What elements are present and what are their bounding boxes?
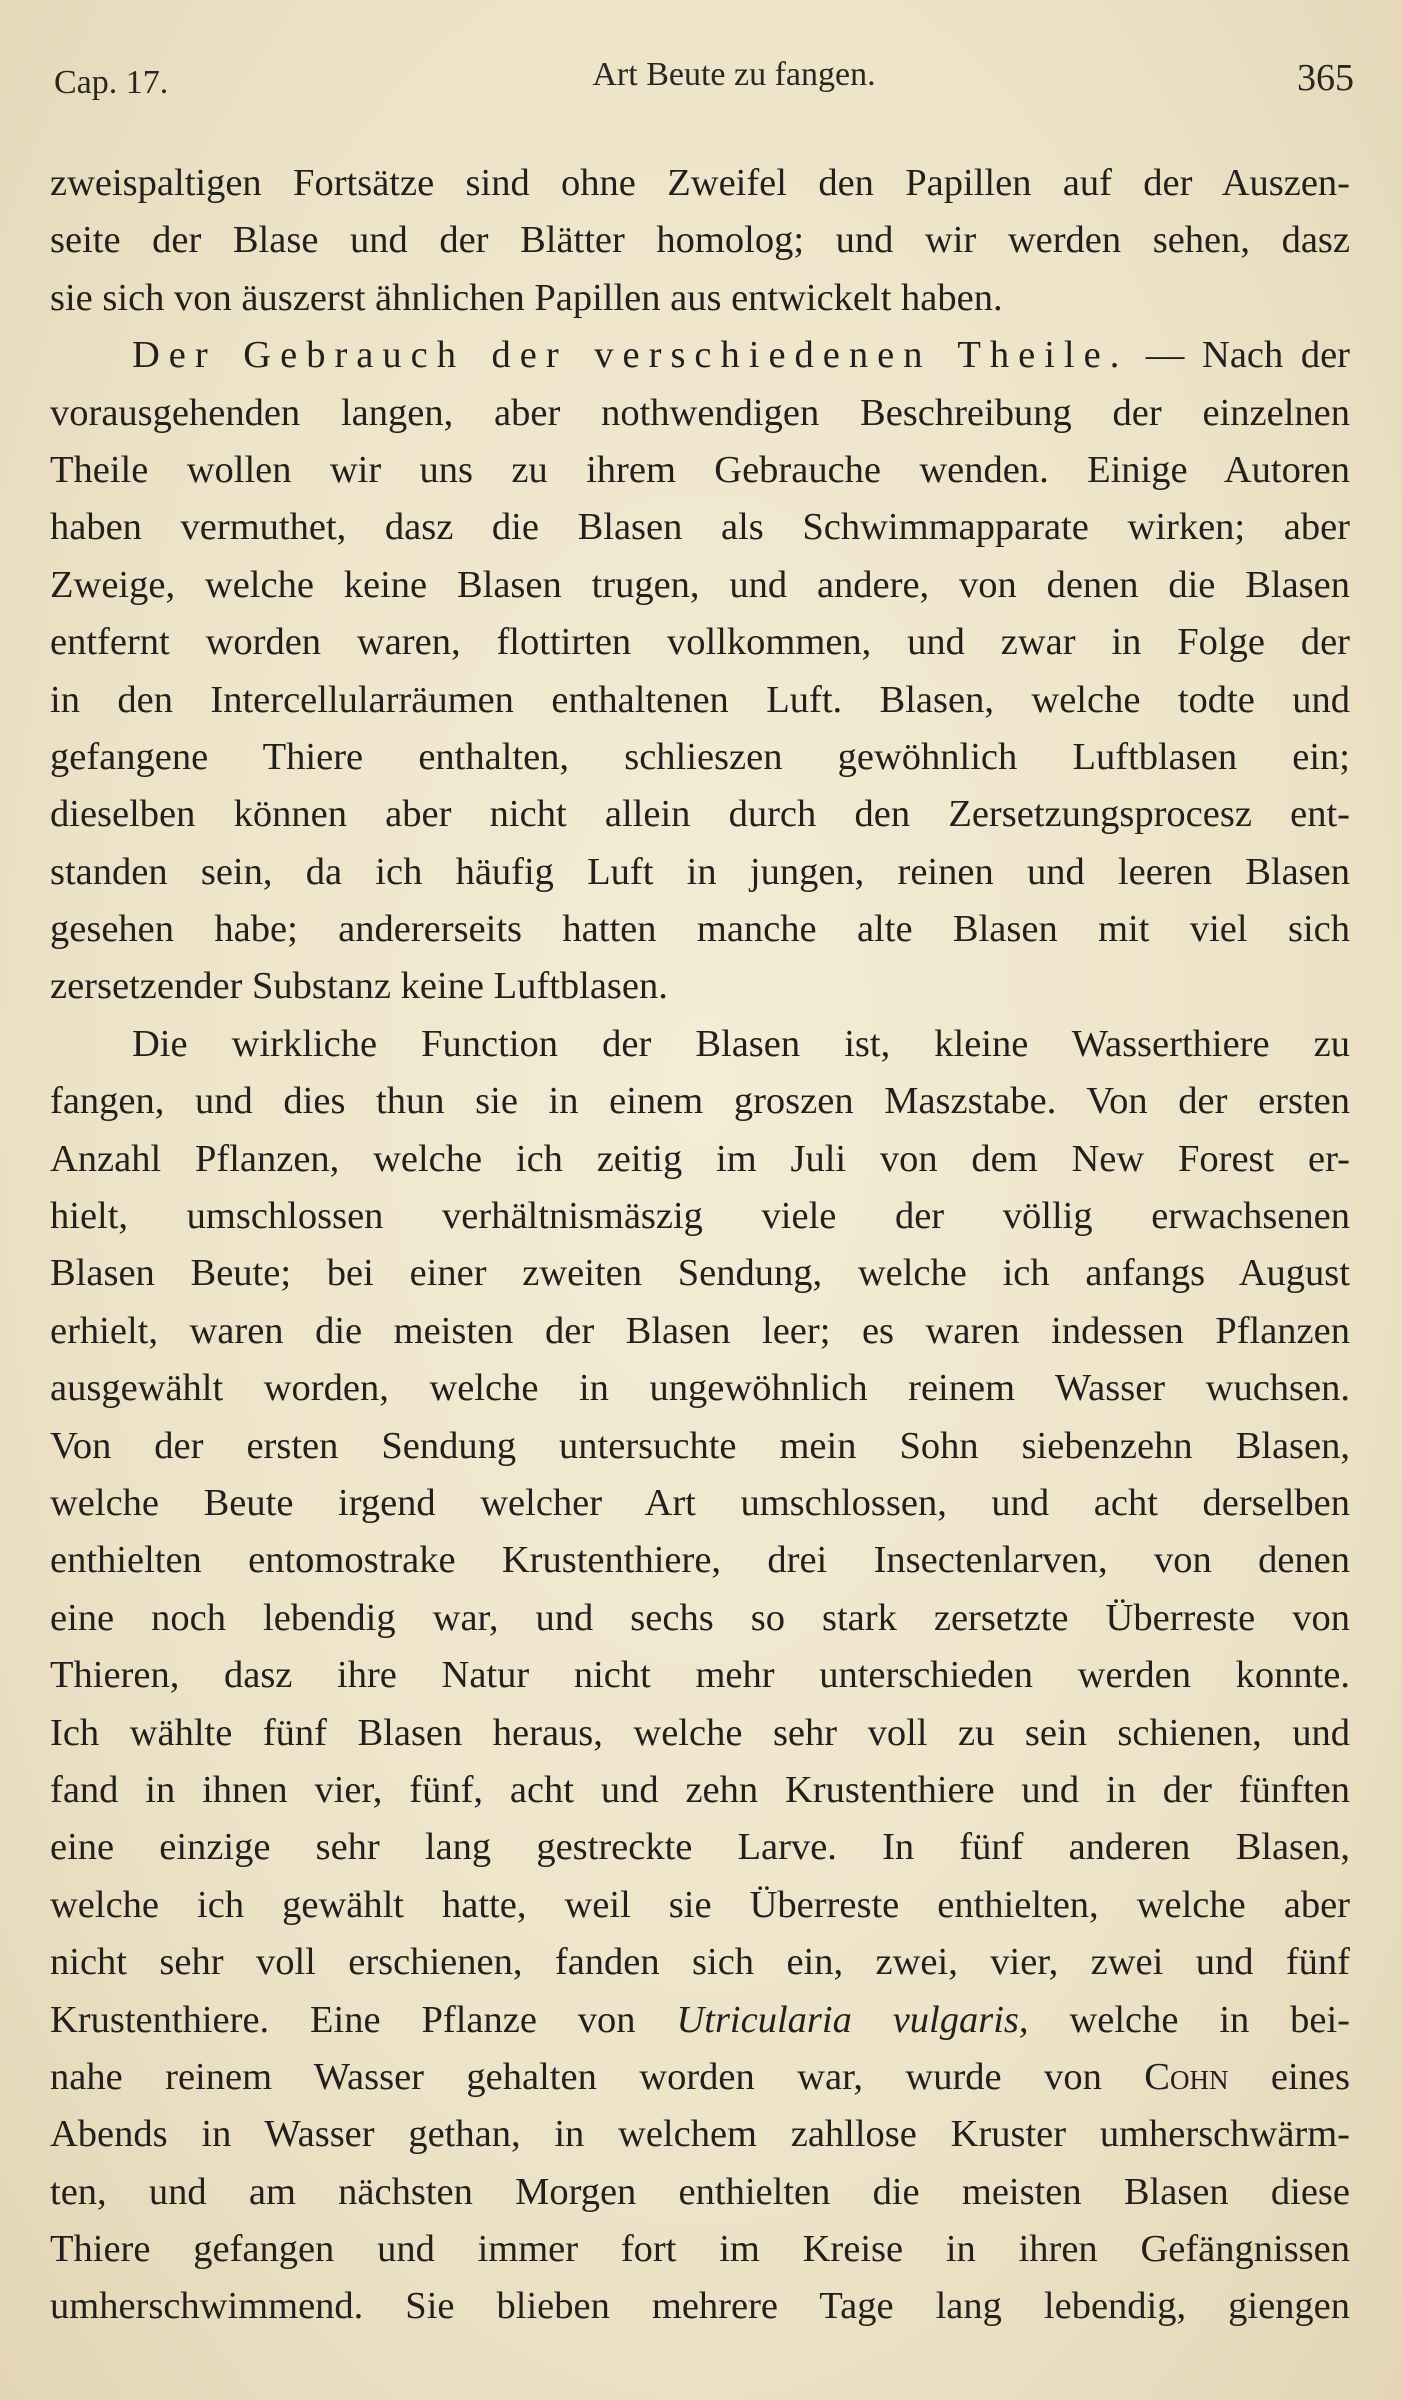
text-line: gefangene Thiere enthalten, schlieszen gewöhnlich Luftblasen ein; — [50, 735, 1350, 778]
body-text — [50, 155, 1350, 2336]
text-line: entfernt worden waren, flottirten vollkommen, und zwar in Folge der — [50, 621, 1350, 664]
text-line: Theile wollen wir uns zu ihrem Gebrauche wenden. Einige Autoren — [50, 448, 1350, 491]
text-line: ausgewählt worden, welche in ungewöhnlich reinem Wasser wuchsen. — [50, 1367, 1350, 1410]
text-line-species — [50, 1992, 1350, 2049]
text-line: vorausgehenden langen, aber nothwendigen Beschreibung der einzelnen — [50, 391, 1350, 434]
text-fragment: Krustenthiere. Eine Pflanze von — [50, 1998, 677, 2041]
text-line: zersetzender Substanz keine Luftblasen. — [50, 965, 668, 1008]
text-line: ten, und am nächsten Morgen enthielten die meisten Blasen diese — [50, 2170, 1350, 2213]
text-line: Abends in Wasser gethan, in welchem zahllose Kruster umherschwärm- — [50, 2113, 1350, 2156]
text-fragment: nahe reinem Wasser gehalten worden war, wurde von — [50, 2055, 1145, 2098]
text-line: enthielten entomostrake Krustenthiere, drei Insectenlarven, von denen — [50, 1539, 1350, 1582]
text-line: sie sich von äuszerst ähnlichen Papillen aus entwickelt haben. — [50, 276, 1003, 319]
text-line: fand in ihnen vier, fünf, acht und zehn Krustenthiere und in der fünften — [50, 1768, 1350, 1811]
text-line: standen sein, da ich häufig Luft in jungen, reinen und leeren Blasen — [50, 850, 1350, 893]
text-line: erhielt, waren die meisten der Blasen leer; es waren indessen Pflanzen — [50, 1309, 1350, 1352]
page-number: 365 — [1297, 57, 1354, 99]
text-line: umherschwimmend. Sie blieben mehrere Tage lang lebendig, giengen — [50, 2285, 1350, 2328]
author-name: Cohn — [1144, 2055, 1229, 2098]
text-line: gesehen habe; andererseits hatten manche alte Blasen mit viel sich — [50, 908, 1350, 951]
text-fragment: welche in bei- — [1028, 1998, 1350, 2041]
section-heading-line — [50, 327, 1350, 384]
text-line: eine einzige sehr lang gestreckte Larve. In fünf anderen Blasen, — [50, 1826, 1350, 1869]
text-line: Von der ersten Sendung untersuchte mein Sohn siebenzehn Blasen, — [50, 1424, 1350, 1467]
text-line: haben vermuthet, dasz die Blasen als Schwimmapparate wirken; aber — [50, 506, 1350, 549]
text-line: Blasen Beute; bei einer zweiten Sendung, welche ich anfangs August — [50, 1252, 1350, 1295]
text-line: seite der Blase und der Blätter homolog; und wir werden sehen, dasz — [50, 219, 1350, 262]
text-line: dieselben können aber nicht allein durch den Zersetzungsprocesz ent- — [50, 793, 1350, 836]
text-line: Die wirkliche Function der Blasen ist, kleine Wasserthiere zu — [132, 1022, 1350, 1065]
text-line: nicht sehr voll erschienen, fanden sich ein, zwei, vier, zwei und fünf — [50, 1941, 1350, 1984]
text-line: Thiere gefangen und immer fort im Kreise in ihren Gefängnissen — [50, 2228, 1350, 2271]
text-line-author — [50, 2049, 1350, 2106]
text-line: Ich wählte fünf Blasen heraus, welche sehr voll zu sein schienen, und — [50, 1711, 1350, 1754]
text-line: Zweige, welche keine Blasen trugen, und andere, von denen die Blasen — [50, 563, 1350, 606]
running-header — [54, 50, 1354, 110]
text-line: welche ich gewählt hatte, weil sie Überreste enthielten, welche aber — [50, 1883, 1350, 1926]
chapter-label: Cap. 17. — [54, 64, 169, 101]
section-heading-rest: — Nach der — [1128, 334, 1350, 377]
text-fragment: eines — [1228, 2055, 1350, 2098]
text-line: fangen, und dies thun sie in einem groszen Maszstabe. Von der ersten — [50, 1080, 1350, 1123]
text-line: welche Beute irgend welcher Art umschlossen, und acht derselben — [50, 1481, 1350, 1524]
text-line: hielt, umschlossen verhältnismäszig viele der völlig erwachsenen — [50, 1195, 1350, 1238]
running-title: Art Beute zu fangen. — [592, 56, 876, 93]
text-line: Anzahl Pflanzen, welche ich zeitig im Juli von dem New Forest er- — [50, 1137, 1350, 1180]
text-line: in den Intercellularräumen enthaltenen Luft. Blasen, welche todte und — [50, 678, 1350, 721]
species-name: Utricularia vulgaris, — [676, 1998, 1029, 2041]
text-line: zweispaltigen Fortsätze sind ohne Zweifel den Papillen auf der Auszen- — [50, 162, 1350, 204]
text-line: eine noch lebendig war, und sechs so stark zersetzte Überreste von — [50, 1596, 1350, 1639]
text-line: Thieren, dasz ihre Natur nicht mehr unterschieden werden konnte. — [50, 1654, 1350, 1697]
section-heading: Der Gebrauch der verschiedenen Theile. — [132, 334, 1129, 377]
